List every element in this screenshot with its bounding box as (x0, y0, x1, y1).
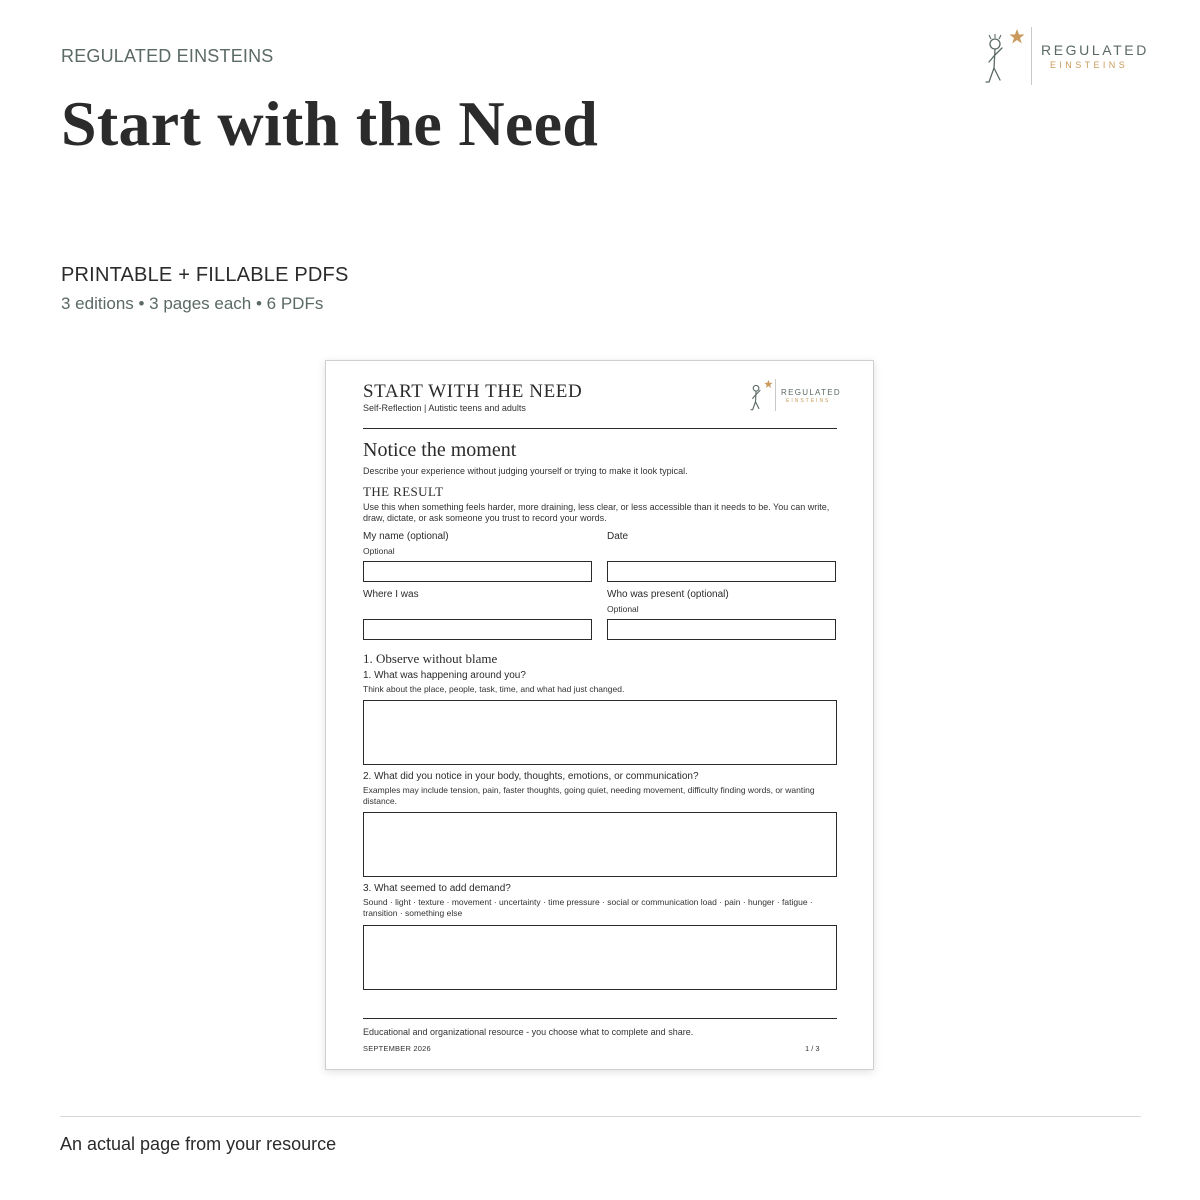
document-preview (325, 360, 874, 1070)
location-field[interactable] (363, 619, 592, 640)
document-subtitle: Self-Reflection | Autistic teens and adults (363, 403, 526, 413)
question-1-label: 1. What was happening around you? (363, 670, 526, 681)
logo-divider (1031, 27, 1032, 85)
logo-wordmark-top: REGULATED (1041, 42, 1149, 58)
present-field[interactable] (607, 619, 836, 640)
question-2-textarea[interactable] (363, 812, 837, 877)
document-heading: Notice the moment (363, 439, 517, 461)
star-figure-icon (746, 377, 774, 413)
observe-heading: 1. Observe without blame (363, 651, 498, 666)
date-field[interactable] (607, 561, 836, 582)
field-hint-name: Optional (363, 546, 395, 556)
question-1-hint: Think about the place, people, task, time, and what had just changed. (363, 684, 625, 694)
question-2-hint: Examples may include tension, pain, faster thoughts, going quiet, needing movement, difficulty finding words, or wanting distance. (363, 785, 815, 806)
document-title: START WITH THE NEED (363, 381, 583, 402)
page-title: Start with the Need (61, 88, 599, 159)
brand-logo (978, 24, 1148, 88)
field-label-present: Who was present (optional) (607, 589, 729, 600)
product-meta: 3 editions • 3 pages each • 6 PDFs (61, 294, 324, 313)
section-text: Use this when something feels harder, more draining, less clear, or less accessible than it needs to be. You can write, draw, dictate, or ask someone you trust to record your words. (363, 502, 830, 523)
field-label-location: Where I was (363, 589, 419, 600)
logo-wordmark-top: REGULATED (781, 388, 842, 397)
intro-text: Describe your experience without judging yourself or trying to make it look typical. (363, 466, 688, 476)
document-logo (746, 377, 846, 413)
field-label-name: My name (optional) (363, 531, 449, 542)
logo-wordmark-bottom: EINSTEINS (1050, 60, 1129, 70)
product-label: PRINTABLE + FILLABLE PDFS (61, 264, 349, 286)
bottom-divider (60, 1116, 1141, 1117)
field-hint-present: Optional (607, 604, 639, 614)
header-rule (363, 428, 837, 429)
footer-date: SEPTEMBER 2026 (363, 1044, 431, 1053)
question-3-hint: Sound · light · texture · movement · uncertainty · time pressure · social or communication load · pain · hunger · fatigue · transition · something else (363, 897, 813, 918)
section-title: THE RESULT (363, 484, 444, 499)
field-label-date: Date (607, 531, 629, 542)
brand-label: REGULATED EINSTEINS (61, 46, 274, 66)
footer-note: Educational and organizational resource - you choose what to complete and share. (363, 1027, 694, 1037)
footer-rule (363, 1018, 837, 1019)
question-3-textarea[interactable] (363, 925, 837, 990)
logo-wordmark-bottom: EINSTEINS (786, 398, 831, 404)
question-1-textarea[interactable] (363, 700, 837, 765)
question-2-label: 2. What did you notice in your body, thoughts, emotions, or communication? (363, 771, 699, 782)
question-3-label: 3. What seemed to add demand? (363, 883, 511, 894)
logo-divider (775, 379, 776, 411)
caption: An actual page from your resource (60, 1134, 337, 1154)
name-field[interactable] (363, 561, 592, 582)
page-number: 1 / 3 (805, 1044, 820, 1053)
star-figure-icon (978, 24, 1026, 88)
